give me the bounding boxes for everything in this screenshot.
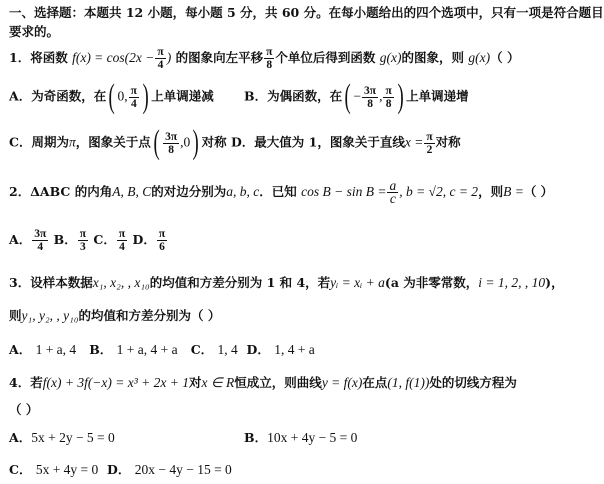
q2-options: A． $\frac{3\pi}{4}$ B． $\frac{\pi}{3}$ C． $\frac{\pi}{4}$ D． $\frac{\pi}{6}$ [9,228,166,253]
q4-option-b: B．10x + 4y − 5 = 0 [244,430,358,445]
q3-options: A． 1 + a, 4 B． 1 + a, 4 + a C． 1, 4 D． 1, 4 + a [9,342,315,357]
q1-fraction-pi-4: $\frac{\pi}{4}$ [157,46,164,71]
section-line-1: 一、选择题：本题共 12 小题，每小题 5 分，共 60 分。在每小题给出的四个选项中，只有一项是符合题目 [9,5,604,20]
section-line-2: 要求的。 [9,24,60,39]
q4-stem: 4．若f(x) + 3f(−x) = x³ + 2x + 1对x ∈ R恒成立，则曲线y = f(x)在点(1, f(1))处的切线方程为 [9,375,517,390]
q4-option-a: A．5x + 2y − 5 = 0 [9,430,115,445]
q3-stem-line-2: 则y₁, y₂, , y₁₀的均值和方差分别为（ ） [9,308,221,323]
q1-option-c-d: C．周期为π，图象关于点( $\frac{3\pi}{8}$ ,0) 对称 D．最大值为 1，图象关于直线x = $\frac{\pi}{2}$ 对称 [9,124,461,161]
q1-option-b: B．为偶函数，在( − $\frac{3\pi}{8}$ , $\frac{\pi}{8}$ ) 上单调递增 [244,78,469,115]
q4-option-c-d: C． 5x + 4y = 0 D． 20x − 4y − 15 = 0 [9,462,232,477]
q1-number: 1． [9,50,31,65]
q1-function: f(x) = cos(2x − [72,50,155,65]
q4-paren: （ ） [9,402,39,417]
q1-fraction-pi-8: $\frac{\pi}{8}$ [266,46,273,71]
q2-stem: 2．ΔABC 的内角A, B, C的对边分别为a, b, c．已知 cos B − sin B = $\frac{a}{c}$ , b = √2, c = 2，则B =（ ） [9,178,554,206]
q3-stem: 3．设样本数据x₁, x₂, , x₁₀的均值和方差分别为 1 和 4，若yᵢ = xᵢ + a(a 为非零常数，i = 1, 2, , 10)， [9,275,564,290]
q1-option-a: A．为奇函数，在( 0, $\frac{\pi}{4}$ ) 上单调递减 [9,78,214,115]
q1-stem: 1．将函数 f(x) = cos(2x − $\frac{\pi}{4}$ ) 的图象向左平移 $\frac{\pi}{8}$ 个单位后得到函数 g(x)的图象，则 g(x)（ ） [9,46,520,71]
